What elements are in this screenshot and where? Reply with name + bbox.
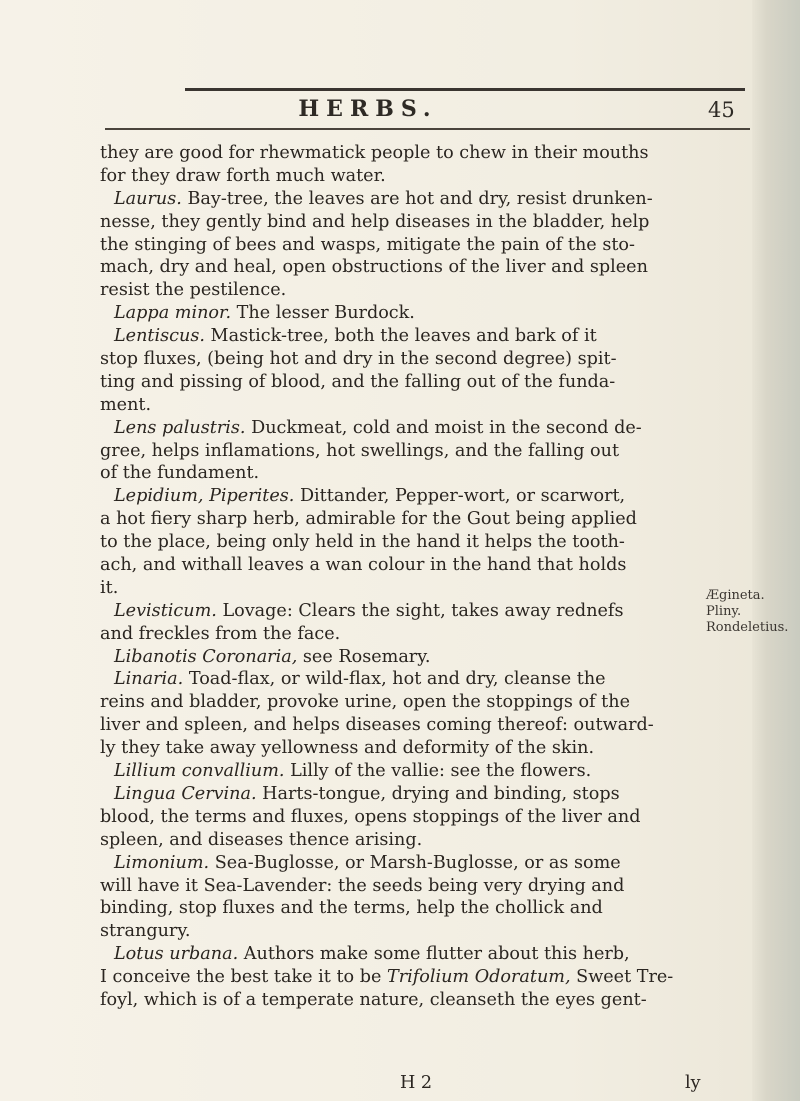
entry-headword: Linaria.: [114, 669, 184, 690]
entry-headword: Laurus.: [114, 188, 182, 209]
text-line: [100, 142, 740, 165]
line-text: binding, stop fluxes and the terms, help the chollick and: [100, 898, 603, 919]
entry-headword: Lepidium, Piperites.: [114, 486, 295, 507]
line-text: of the fundament.: [100, 463, 260, 484]
text-line: [100, 554, 740, 577]
line-text: spleen, and diseases thence arising.: [100, 829, 423, 850]
line-text: ting and pissing of blood, and the falling out of the funda-: [100, 371, 616, 392]
line-text: reins and bladder, provoke urine, open the stoppings of the: [100, 692, 630, 713]
line-text: ly they take away yellowness and deformity of the skin.: [100, 738, 595, 759]
entry-headword: Trifolium Odoratum,: [386, 967, 571, 988]
line-text: resist the pestilence.: [100, 280, 287, 301]
text-line: [100, 485, 740, 508]
text-line: [100, 394, 740, 417]
entry-headword: Lillium convallium.: [114, 761, 285, 782]
line-text: to the place, being only held in the hand it helps the tooth-: [100, 532, 625, 553]
text-line: [100, 714, 740, 737]
text-line: [100, 989, 740, 1012]
top-rule: [185, 88, 745, 91]
line-text: strangury.: [100, 921, 191, 942]
entry-headword: Lingua Cervina.: [114, 783, 257, 804]
body-text: [100, 142, 740, 1012]
line-text: Lilly of the vallie: see the flowers.: [284, 761, 592, 782]
page-number: 45: [708, 98, 735, 122]
line-text: ment.: [100, 394, 152, 415]
line-text: The lesser Burdock.: [231, 303, 415, 324]
line-text: the stinging of bees and wasps, mitigate the pain of the sto-: [100, 234, 635, 255]
line-text: ach, and withall leaves a wan colour in the hand that holds: [100, 555, 627, 576]
line-text: Authors make some flutter about this herb,: [238, 944, 630, 965]
text-line: [100, 623, 740, 646]
text-line: [100, 256, 740, 279]
text-line: [100, 325, 740, 348]
line-text: mach, dry and heal, open obstructions of the liver and spleen: [100, 257, 648, 278]
line-text: foyl, which is of a temperate nature, cleanseth the eyes gent-: [100, 989, 647, 1010]
line-text: and freckles from the face.: [100, 623, 341, 644]
line-text: will have it Sea-Lavender: the seeds being very drying and: [100, 875, 625, 896]
text-line: [100, 691, 740, 714]
page-footer: [100, 1073, 740, 1095]
text-line: [100, 737, 740, 760]
running-head: HERBS.: [298, 96, 438, 122]
line-text: Harts-tongue, drying and binding, stops: [256, 783, 620, 804]
line-text: nesse, they gently bind and help diseases in the bladder, help: [100, 211, 650, 232]
line-text: Toad-flax, or wild-flax, hot and dry, cleanse the: [183, 669, 606, 690]
line-text: Duckmeat, cold and moist in the second de-: [245, 417, 642, 438]
text-line: [100, 188, 740, 211]
margin-note: Rondeletius.: [706, 620, 789, 635]
text-line: [100, 600, 740, 623]
line-text: Lovage: Clears the sight, takes away rednefs: [216, 600, 624, 621]
line-text: Sea-Buglosse, or Marsh-Buglosse, or as some: [209, 852, 621, 873]
text-line: [100, 302, 740, 325]
entry-headword: Limonium.: [114, 852, 210, 873]
margin-note: Ægineta.: [706, 588, 765, 603]
text-line: [100, 852, 740, 875]
line-text: stop fluxes, (being hot and dry in the second degree) spit-: [100, 349, 617, 370]
text-line: [100, 966, 740, 989]
line-text: Bay-tree, the leaves are hot and dry, resist drunken-: [181, 188, 653, 209]
text-line: [100, 531, 740, 554]
text-line: [100, 806, 740, 829]
text-line: [100, 211, 740, 234]
line-text: I conceive the best take it to be: [100, 967, 387, 988]
text-line: [100, 165, 740, 188]
line-text: Mastick-tree, both the leaves and bark of it: [204, 326, 597, 347]
line-text: gree, helps inflamations, hot swellings, and the falling out: [100, 440, 620, 461]
text-line: [100, 371, 740, 394]
line-text: they are good for rhewmatick people to chew in their mouths: [100, 143, 649, 163]
text-line: [100, 943, 740, 966]
entry-headword: Lotus urbana.: [114, 944, 239, 965]
line-text: see Rosemary.: [297, 646, 431, 667]
margin-notes: [706, 588, 788, 636]
text-line: [100, 920, 740, 943]
page-gutter: [752, 0, 800, 1101]
text-line: [100, 279, 740, 302]
entry-headword: Levisticum.: [114, 600, 217, 621]
line-text: Dittander, Pepper-wort, or scarwort,: [294, 486, 626, 507]
line-text: liver and spleen, and helps diseases coming thereof: outward-: [100, 715, 654, 736]
text-line: [100, 646, 740, 669]
text-line: [100, 760, 740, 783]
line-text: for they draw forth much water.: [100, 165, 386, 186]
text-line: [100, 417, 740, 440]
page-header: [0, 96, 760, 130]
entry-headword: Lens palustris.: [114, 417, 246, 438]
text-line: [100, 508, 740, 531]
entry-headword: Lappa minor.: [114, 303, 232, 324]
text-line: [100, 348, 740, 371]
signature-mark: H 2: [400, 1073, 433, 1093]
text-line: [100, 897, 740, 920]
line-text: a hot fiery sharp herb, admirable for the Gout being applied: [100, 509, 637, 530]
margin-note: Pliny.: [706, 604, 742, 619]
text-line: [100, 234, 740, 257]
text-line: [100, 440, 740, 463]
catchword: ly: [685, 1073, 701, 1093]
text-line: [100, 577, 740, 600]
entry-headword: Lentiscus.: [114, 326, 205, 347]
entry-headword: Libanotis Coronaria,: [114, 646, 298, 667]
text-line: [100, 829, 740, 852]
text-line: [100, 462, 740, 485]
header-rule: [105, 128, 750, 130]
line-text: it.: [100, 577, 119, 598]
text-line: [100, 783, 740, 806]
line-text: Sweet Tre-: [570, 967, 674, 988]
text-line: [100, 668, 740, 691]
text-line: [100, 875, 740, 898]
line-text: blood, the terms and fluxes, opens stoppings of the liver and: [100, 806, 641, 827]
